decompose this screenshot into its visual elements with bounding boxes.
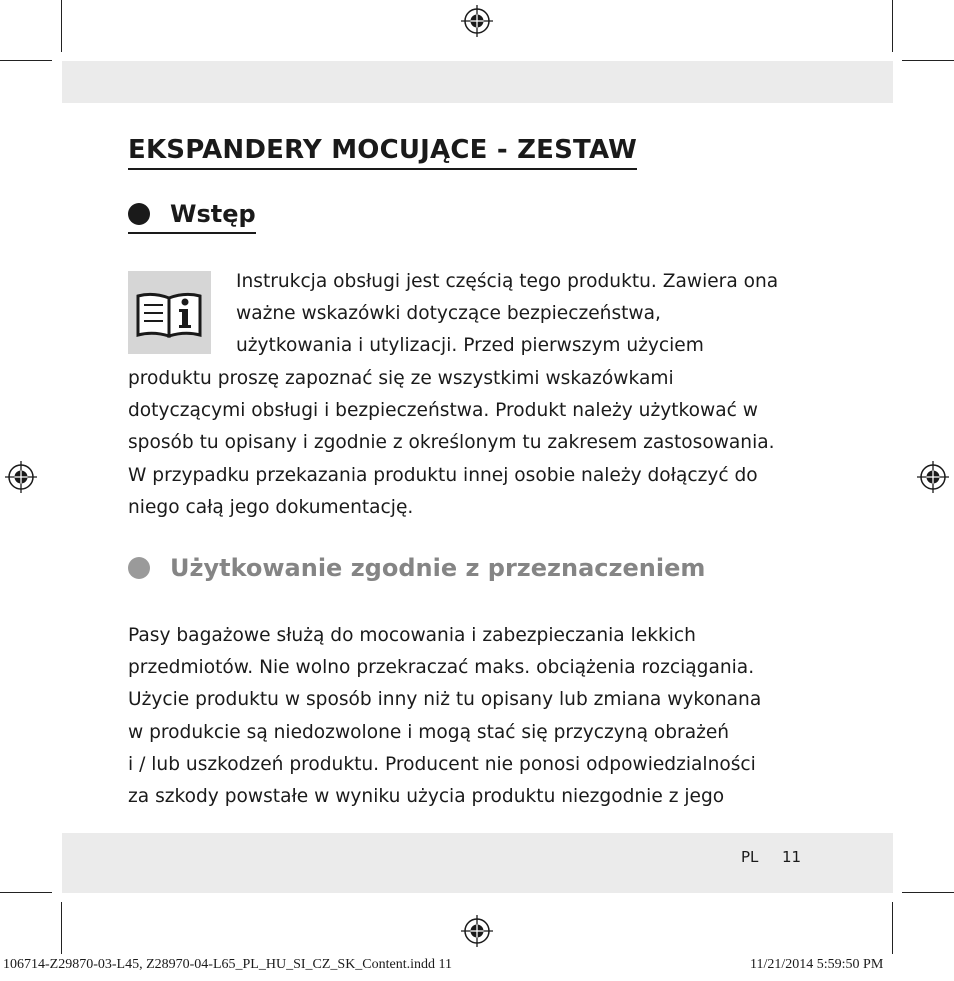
crop-mark-top-left-vertical	[61, 0, 62, 52]
registration-mark-top-icon	[461, 5, 493, 37]
section-heading-intro	[128, 198, 256, 234]
text-line: Instrukcja obsługi jest częścią tego produktu. Zawiera ona	[236, 271, 779, 292]
text-line: dotyczącymi obsługi i bezpieczeństwa. Produkt należy użytkować w	[128, 400, 758, 422]
crop-mark-bottom-right-horizontal	[902, 892, 954, 893]
section-heading-intended-use	[128, 552, 705, 584]
crop-mark-bottom-left-vertical	[61, 902, 62, 954]
print-slug-datetime: 11/21/2014 5:59:50 PM	[750, 957, 884, 972]
crop-mark-bottom-left-horizontal	[0, 892, 52, 893]
text-line: niego całą jego dokumentację.	[128, 496, 414, 518]
intro-paragraph	[128, 363, 775, 524]
text-line: przedmiotów. Nie wolno przekraczać maks. obciążenia rozciągania.	[128, 657, 755, 679]
intro-paragraph-beside-icon	[236, 266, 778, 363]
crop-mark-top-right-horizontal	[902, 60, 954, 61]
intended-use-paragraph	[128, 620, 761, 813]
text-line: Pasy bagażowe służą do mocowania i zabezpieczania lekkich	[128, 625, 696, 646]
bullet-dot-icon	[128, 557, 150, 579]
text-line: sposób tu opisany i zgodnie z określonym tu zakresem zastosowania.	[128, 432, 775, 454]
crop-mark-top-left-horizontal	[0, 60, 52, 61]
registration-mark-right-icon	[917, 461, 949, 493]
print-slug-file: 106714-Z29870-03-L45, Z28970-04-L65_PL_HU_SI_CZ_SK_Content.indd 11	[3, 957, 453, 972]
crop-mark-bottom-right-vertical	[892, 902, 893, 954]
registration-mark-bottom-icon	[461, 915, 493, 947]
text-line: produktu proszę zapoznać się ze wszystkimi wskazówkami	[128, 368, 674, 389]
text-line: za szkody powstałe w wyniku użycia produktu niezgodnie z jego	[128, 786, 725, 808]
bullet-dot-icon	[128, 203, 150, 225]
text-line: użytkowania i utylizacji. Przed pierwszym użyciem	[236, 335, 704, 357]
footer-band	[62, 833, 893, 893]
text-line: W przypadku przekazania produktu innej osobie należy dołączyć do	[128, 464, 758, 486]
text-line: w produkcie są niedozwolone i mogą stać się przyczyną obrażeń	[128, 721, 730, 743]
section-heading-label: Wstęp	[170, 200, 256, 228]
crop-mark-top-right-vertical	[892, 0, 893, 52]
page-title: EKSPANDERY MOCUJĄCE - ZESTAW	[128, 133, 637, 170]
language-code: PL	[741, 848, 759, 866]
registration-mark-left-icon	[5, 461, 37, 493]
header-band	[62, 61, 893, 103]
text-line: Użycie produktu w sposób inny niż tu opisany lub zmiana wykonana	[128, 689, 762, 711]
text-line: i / lub uszkodzeń produktu. Producent nie ponosi odpowiedzialności	[128, 753, 756, 775]
section-heading-label: Użytkowanie zgodnie z przeznaczeniem	[170, 554, 706, 582]
text-line: ważne wskazówki dotyczące bezpieczeństwa,	[236, 303, 661, 325]
info-manual-icon	[128, 271, 211, 354]
page-number: 11	[782, 848, 802, 866]
